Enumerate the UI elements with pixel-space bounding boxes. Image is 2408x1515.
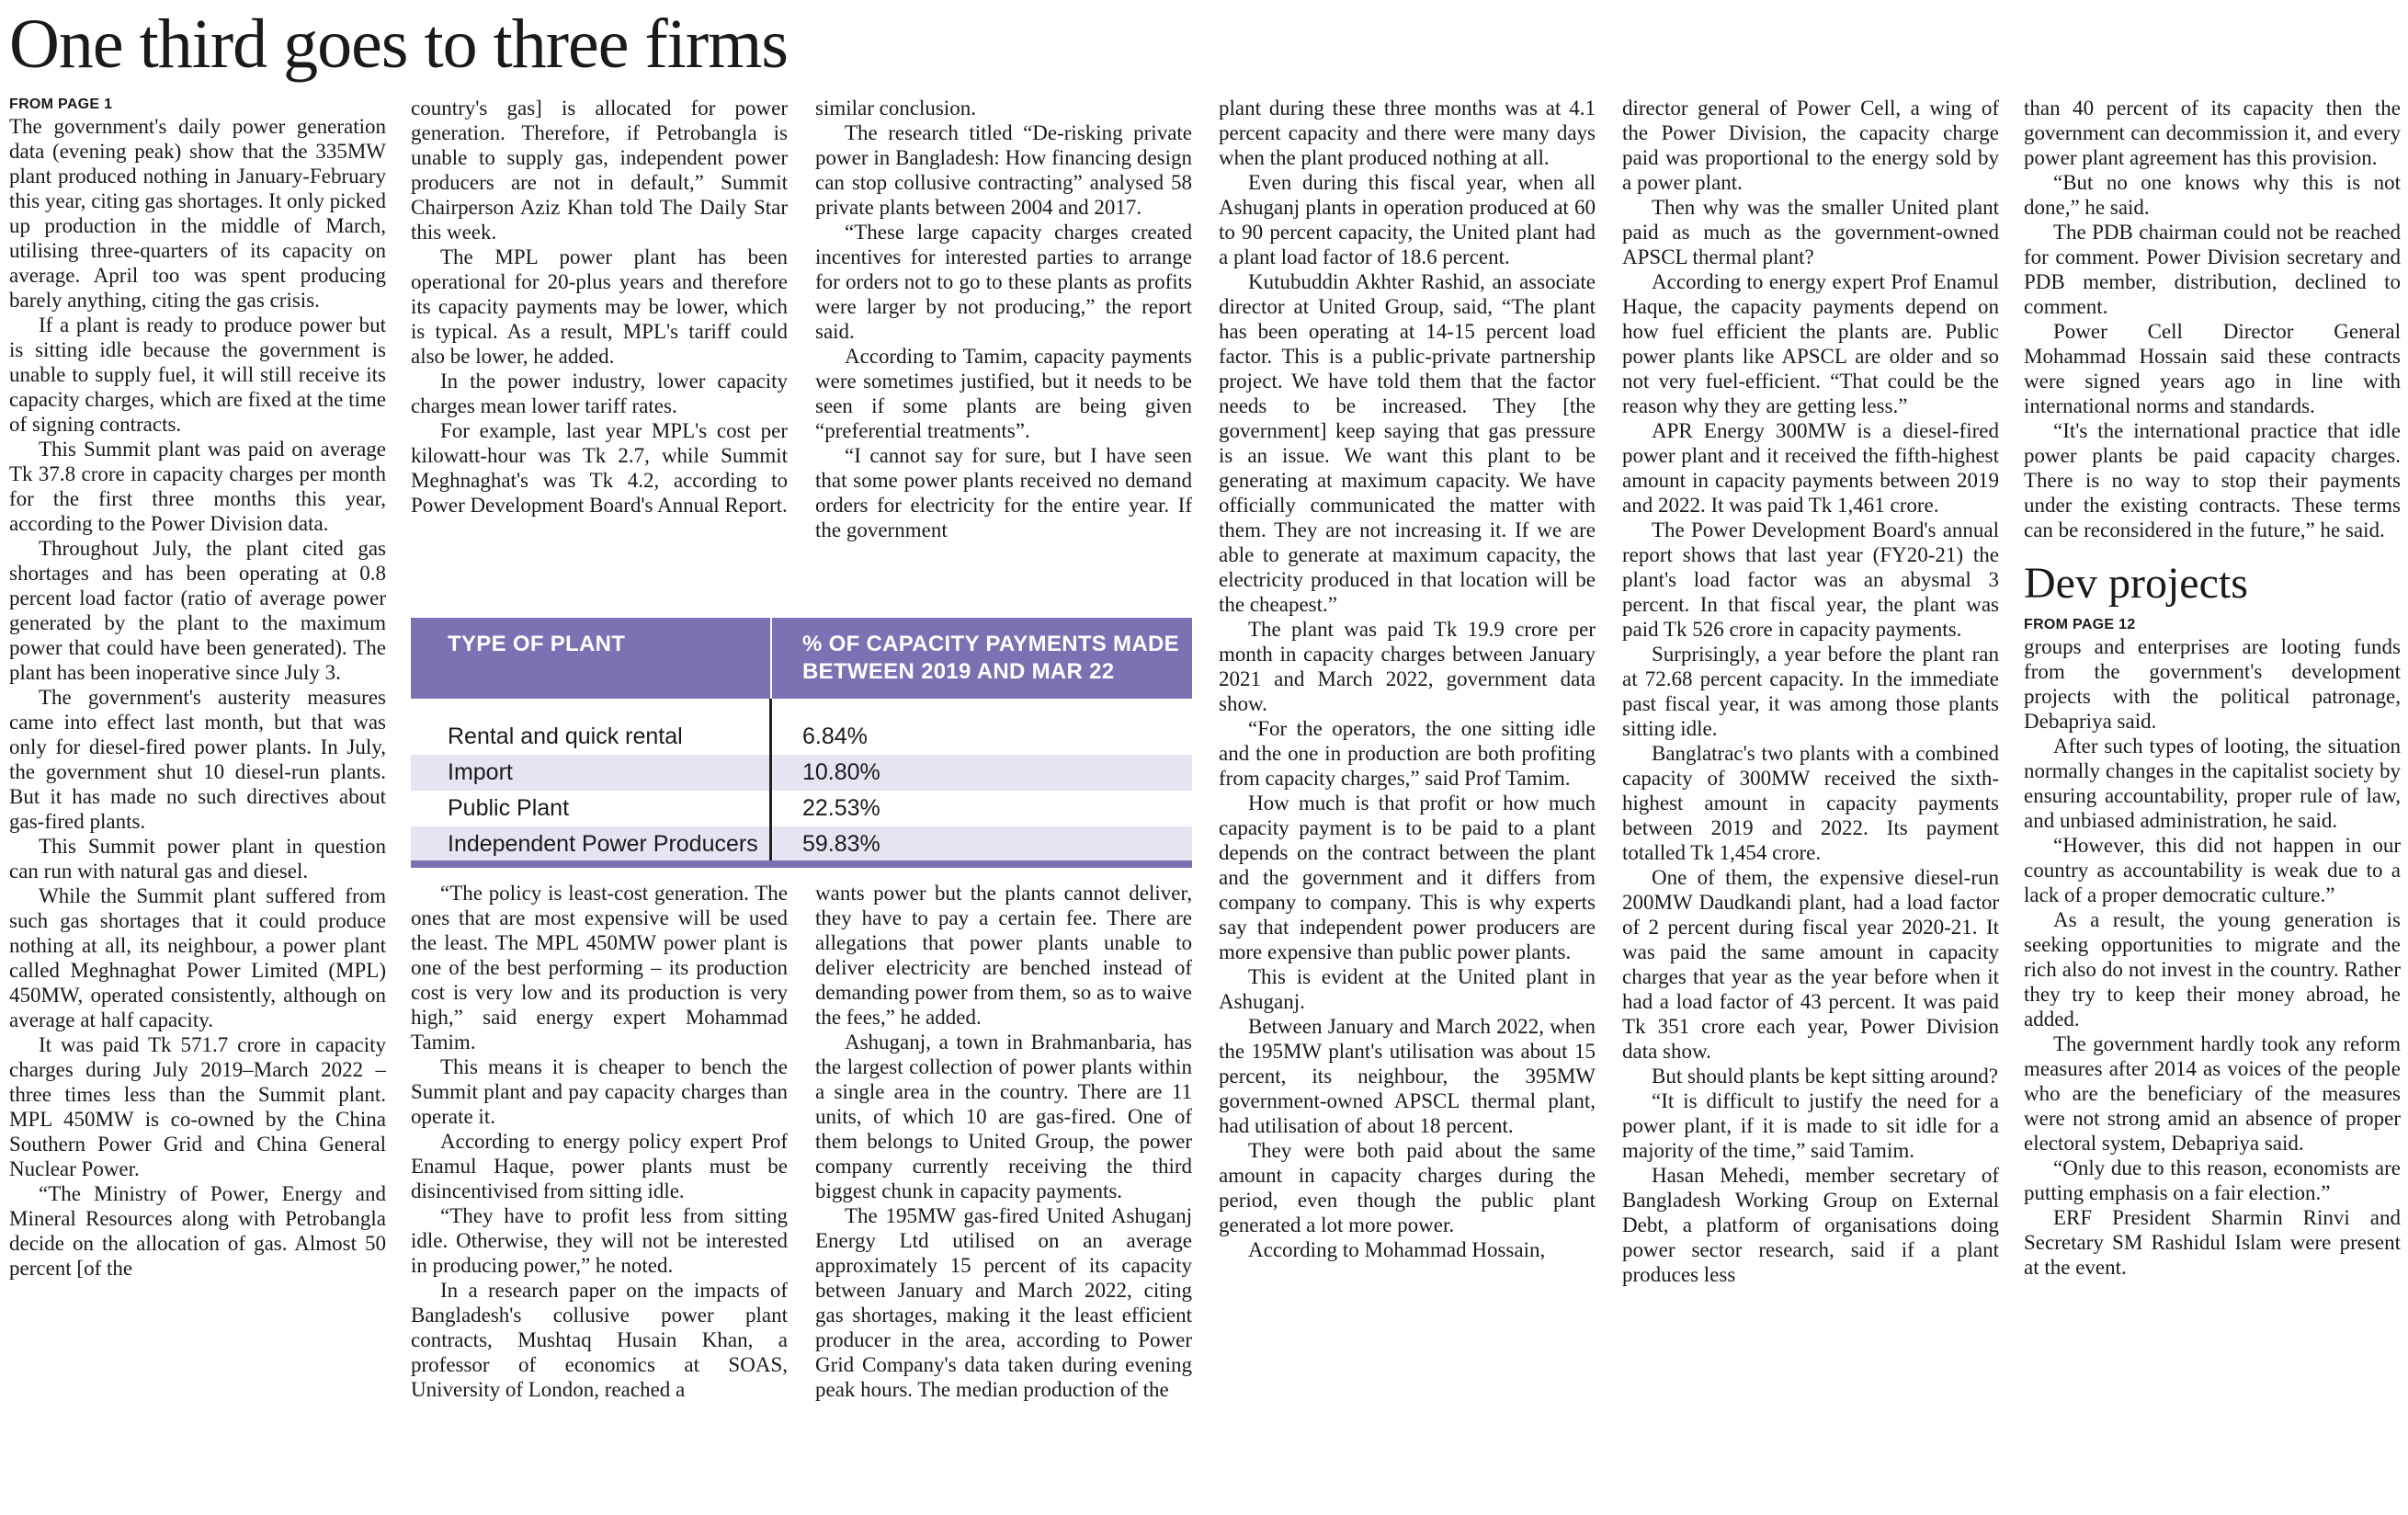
paragraph: plant during these three months was at 4.1 percent capacity and there were many days when the plant produced nothing at all. [1219,97,1596,169]
paragraph: The government hardly took any reform measures after 2014 as voices of the people who are the beneficiary of the measures were not strong amid an absence of proper electoral system, Debapriya said. [2024,1032,2401,1155]
sub-headline: Dev projects [2024,559,2248,608]
paragraph: similar conclusion. [815,97,977,120]
article-column-6 [2024,96,2401,1502]
paragraph: This Summit plant was paid on average Tk 37.8 crore in capacity charges per month for the first three months this year, according to the Power Division data. [9,438,386,535]
paragraph: “I cannot say for sure, but I have seen that some power plants received no demand orders for electricity for the entire year. If the government [815,444,1192,541]
paragraph: This means it is cheaper to bench the Summit plant and pay capacity charges than operate it. [411,1055,788,1128]
plant-type-cell: Import [411,755,772,791]
paragraph: In the power industry, lower capacity charges mean lower tariff rates. [411,370,788,417]
percent-cell: 59.83% [802,831,880,857]
article-column-3-top [815,96,1192,607]
table-bottom-rule [411,860,1192,868]
paragraph: “The Ministry of Power, Energy and Mineral Resources along with Petrobangla decide on the allocation of gas. Almost 50 percent [of the [9,1182,386,1280]
header-percent-payments: % OF CAPACITY PAYMENTS MADE BETWEEN 2019 AND MAR 22 [802,632,1179,684]
paragraph: They were both paid about the same amount in capacity charges during the period, even though the public plant generated a lot more power. [1219,1139,1596,1236]
paragraph: “It is difficult to justify the need for a power plant, if it is made to sit idle for a majority of the time,” said Tamim. [1622,1089,1999,1162]
paragraph: Then why was the smaller United plant paid as much as the government-owned APSCL thermal plant? [1622,196,1999,268]
paragraph: While the Summit plant suffered from such gas shortages that it could produce nothing at all, its neighbour, a power plant called Meghnaghat Power Limited (MPL) 450MW, operated consistently, although on average at half capacity. [9,884,386,1031]
paragraph: director general of Power Cell, a wing of the Power Division, the capacity charge paid was proportional to the energy sold by a power plant. [1622,97,1999,194]
paragraph: Hasan Mehedi, member secretary of Bangladesh Working Group on External Debt, a platform of organisations doing power sector research, said if a plant produces less [1622,1164,1999,1286]
paragraph: For example, last year MPL's cost per kilowatt-hour was Tk 2.7, while Summit Meghnaghat's was Tk 4.2, according to Power Development Board's Annual Report. [411,419,788,517]
header-type-of-plant: TYPE OF PLANT [411,618,772,699]
percent-cell: 22.53% [802,795,880,821]
paragraph: Kutubuddin Akhter Rashid, an associate director at United Group, said, “The plant has been operating at 14-15 percent load factor. This is a public-private partnership project. We have told them that the factor needs to be increased. They [the government] keep saying that gas pressure is an issue. We want this plant to be generating at maximum capacity. We have officially communicated the matter with them. They are not increasing it. If we are able to generate at maximum capacity, the electricity produced in that location will be the cheapest.” [1219,270,1596,616]
paragraph: groups and enterprises are looting funds from the government's development projects with the political patronage, Debapriya said. [2024,635,2401,733]
paragraph: “For the operators, the one sitting idle and the one in production are both profiting from capacity charges,” said Prof Tamim. [1219,717,1596,790]
headline: One third goes to three firms [9,6,788,83]
paragraph: As a result, the young generation is seeking opportunities to migrate and the rich also do not invest in the country. Rather they try to keep their money abroad, he added. [2024,908,2401,1031]
paragraph: Banglatrac's two plants with a combined capacity of 300MW received the sixth-highest amount in capacity payments between 2019 and 2022. Its payment totalled Tk 1,454 crore. [1622,742,1999,864]
paragraph: “It's the international practice that idle power plants be paid capacity charges. There is no way to stop their payments under the existing contracts. These terms can be reconsidered in the future,” he said. [2024,419,2401,541]
percent-cell: 10.80% [802,759,880,785]
paragraph: One of them, the expensive diesel-run 200MW Daudkandi plant, had a load factor of 2 percent during fiscal year 2020-21. It was paid the same amount in capacity charges that year as the year before when it had a load factor of 43 percent. It was paid Tk 351 crore each year, Power Division data show. [1622,866,1999,1063]
paragraph: Ashuganj, a town in Brahmanbaria, has the largest collection of power plants within a single area in the country. There are 11 units, of which 10 are gas-fired. One of them belongs to United Group, the power company currently receiving the third biggest chunk in capacity payments. [815,1031,1192,1202]
plant-type-cell: Rental and quick rental [411,719,772,755]
paragraph: But should plants be kept sitting around? [1652,1065,1998,1088]
article-column-5 [1622,96,1999,1502]
article-column-1 [9,96,386,1502]
plant-type-cell: Public Plant [411,791,772,826]
table-spacer [411,699,1192,719]
paragraph: “These large capacity charges created incentives for interested parties to arrange for orders not to go to these plants as profits were larger by not producing,” the report said. [815,221,1192,343]
paragraph: The research titled “De-risking private power in Bangladesh: How financing design can stop collusive contracting” analysed 58 private plants between 2004 and 2017. [815,121,1192,219]
paragraph: The plant was paid Tk 19.9 crore per month in capacity charges between January 2021 and March 2022, government data show. [1219,618,1596,715]
from-page-kicker: FROM PAGE 1 [9,97,113,112]
paragraph: The government's austerity measures came into effect last month, but that was only for diesel-fired power plants. In July, the government shut 10 diesel-run plants. But it has made no such directives about gas-fired plants. [9,686,386,833]
plant-type-cell: Independent Power Producers [411,826,772,862]
from-page-kicker: FROM PAGE 12 [2024,617,2136,632]
paragraph: APR Energy 300MW is a diesel-fired power plant and it received the fifth-highest amount in capacity payments between 2019 and 2022. It was paid Tk 1,461 crore. [1622,419,1999,517]
paragraph: Power Cell Director General Mohammad Hossain said these contracts were signed years ago in line with international norms and standards. [2024,320,2401,417]
paragraph: “They have to profit less from sitting idle. Otherwise, they will not be interested in producing power,” he noted. [411,1204,788,1277]
paragraph: In a research paper on the impacts of Bangladesh's collusive power plant contracts, Mushtaq Husain Khan, a professor of economics at SOAS, University of London, reached a [411,1279,788,1401]
paragraph: The government's daily power generation data (evening peak) show that the 335MW plant produced nothing in January-February this year, citing gas shortages. It only picked up production in the middle of March, utilising three-quarters of its capacity on average. April too was spent producing barely anything, citing the gas crisis. [9,115,386,312]
paragraph: “Only due to this reason, economists are putting emphasis on a fair election.” [2024,1156,2401,1204]
table-row [411,826,1192,862]
paragraph: If a plant is ready to produce power but is sitting idle because the government is unable to supply fuel, it will still receive its capacity charges, which are fixed at the time of signing contracts. [9,313,386,436]
article-column-2-top [411,96,788,607]
paragraph: The Power Development Board's annual report shows that last year (FY20-21) the plant's load factor was an abysmal 3 percent. In that fiscal year, the plant was paid Tk 526 crore in capacity payments. [1622,518,1999,641]
paragraph: country's gas] is allocated for power generation. Therefore, if Petrobangla is unable to supply gas, independent power producers are not in default,” Summit Chairperson Aziz Khan told The Daily Star this week. [411,97,788,244]
article-column-3-bottom [815,881,1192,1502]
article-column-4 [1219,96,1596,1502]
paragraph: According to Tamim, capacity payments were sometimes justified, but it needs to be seen if some plants are being given “preferential treatments”. [815,345,1192,442]
paragraph: It was paid Tk 571.7 crore in capacity charges during July 2019–March 2022 – three times less than the Summit plant. MPL 450MW is co-owned by the China Southern Power Grid and China General Nuclear Power. [9,1033,386,1180]
paragraph: “However, this did not happen in our country as accountability is weak due to a lack of a proper democratic culture.” [2024,834,2401,906]
paragraph: According to Mohammad Hossain, [1248,1238,1546,1261]
article-column-2-bottom [411,881,788,1502]
paragraph: According to energy policy expert Prof Enamul Haque, power plants must be disincentivised from sitting idle. [411,1130,788,1202]
paragraph: Surprisingly, a year before the plant ran at 72.68 percent capacity. In the immediate past fiscal year, it was among those plants sitting idle. [1622,643,1999,740]
paragraph: The 195MW gas-fired United Ashuganj Energy Ltd utilised on an average approximately 15 percent of its capacity between January and March 2022, citing gas shortages, making it the least efficient producer in the area, according to Power Grid Company's data taken during evening peak hours. The median production of the [815,1204,1192,1401]
paragraph: The MPL power plant has been operational for 20-plus years and therefore its capacity payments may be lower, which is typical. As a result, MPL's tariff could also be lower, he added. [411,245,788,368]
paragraph: “The policy is least-cost generation. The ones that are most expensive will be used the least. The MPL 450MW power plant is one of the best performing – its production cost is very low and its production is very high,” said energy expert Mohammad Tamim. [411,882,788,1054]
paragraph: “But no one knows why this is not done,” he said. [2024,171,2401,219]
paragraph: ERF President Sharmin Rinvi and Secretary SM Rashidul Islam were present at the event. [2024,1206,2401,1279]
paragraph: Between January and March 2022, when the 195MW plant's utilisation was about 15 percent, its neighbour, the 395MW government-owned APSCL thermal plant, had utilisation of about 18 percent. [1219,1015,1596,1137]
capacity-payments-table [411,618,1192,868]
paragraph: According to energy expert Prof Enamul Haque, the capacity payments depend on how fuel efficient the plants are. Public power plants like APSCL are older and so not very fuel-efficient. “That could be the reason why they are getting less.” [1622,270,1999,417]
paragraph: How much is that profit or how much capacity payment is to be paid to a plant depends on the contract between the plant and the government and it differs from company to company. This is why experts say that independent power producers are more expensive than public power plants. [1219,792,1596,963]
paragraph: than 40 percent of its capacity then the government can decommission it, and every power plant agreement has this provision. [2024,97,2401,169]
paragraph: Throughout July, the plant cited gas shortages and has been operating at 0.8 percent load factor (ratio of average power generated by the plant to the maximum power that could have been generated). The plant has been inoperative since July 3. [9,537,386,684]
table-header [411,618,1192,699]
table-row [411,755,1192,791]
paragraph: After such types of looting, the situation normally changes in the capitalist society by ensuring accountability, proper rule of law, and unbiased administration, he said. [2024,735,2401,832]
paragraph: The PDB chairman could not be reached for comment. Power Division secretary and PDB member, distribution, declined to comment. [2024,221,2401,318]
paragraph: wants power but the plants cannot deliver, they have to pay a certain fee. There are allegations that power plants unable to deliver electricity are benched instead of demanding power from them, so as to waive the fees,” he added. [815,882,1192,1029]
paragraph: This is evident at the United plant in Ashuganj. [1219,965,1596,1013]
table-row [411,791,1192,826]
table-row [411,719,1192,755]
paragraph: Even during this fiscal year, when all Ashuganj plants in operation produced at 60 to 90 percent capacity, the United plant had a plant load factor of 18.6 percent. [1219,171,1596,268]
percent-cell: 6.84% [802,723,868,749]
paragraph: This Summit power plant in question can run with natural gas and diesel. [9,835,386,883]
